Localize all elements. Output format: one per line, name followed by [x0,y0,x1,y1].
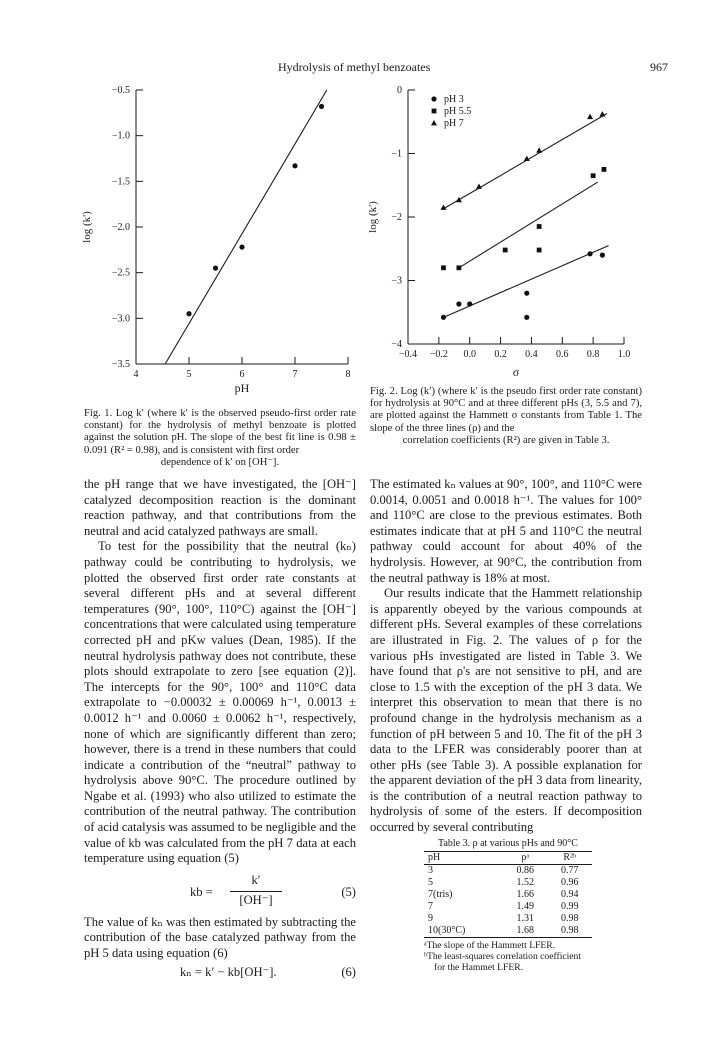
data-point-pH7 [524,156,530,161]
table-cell: 5 [428,877,433,888]
data-point-pH7 [599,111,605,116]
table-cell: 1.49 [516,901,535,912]
table-cell: 3 [428,865,433,876]
y-axis-label: log (k') [81,211,93,243]
equation-5-numerator: k′ [251,872,261,887]
y-tick-label: −1.0 [111,130,130,142]
table-cell: 1.52 [516,877,535,888]
fit-line-pH55 [459,182,598,268]
table-cell: 0.86 [516,865,535,876]
figure-1-caption-last-line: dependence of k′ on [OH⁻]. [160,456,280,468]
y-tick-label: −3.0 [111,313,130,325]
table-cell: 0.98 [561,913,579,924]
table-cell: 1.31 [516,913,535,924]
table-cell: 7(tris) [428,889,453,900]
table-3-footnote-b: ᵇThe least-squares correlation coefficient [424,951,582,962]
figure-2-caption [370,386,642,447]
data-point-pH3 [587,251,592,256]
data-point [213,266,218,271]
figure-1-caption-label: Fig. 1. [84,408,113,419]
table-cell: 0.77 [561,865,579,876]
figure-2-caption-text: Log (k′) (where k′ is the pseudo first order rate constant) for hydrolysis at 90°C and at three different pHs (3, 5.5 and 7), are plotted against the Hammett σ constants from Table 1. The slope of the three lines (ρ) and the [370,386,643,434]
equation-5-lhs: kb = [190,884,213,899]
y-tick-label: −3 [391,275,402,287]
x-tick-label: 5 [186,369,192,380]
table-3-caption: Table 3. ρ at various pHs and 90°C [438,838,578,849]
figure-1-caption-text: Log k′ (where k′ is the observed pseudo-first order rate constant) for the hydrolysis of methyl benzoate is plotted against the solution pH. The slope of the best fit line is 0.98 ± 0.091 (R² = 0.98), and is consistent with first order [84,408,356,456]
x-tick-label: 0.2 [494,349,507,360]
table-row [424,865,592,878]
table-cell: 9 [428,913,433,924]
data-point [186,311,191,316]
figure-2-caption-last-line: correlation coefficients (R²) are given in Table 3. [402,434,610,446]
figure-2-caption-label: Fig. 2. [370,386,398,397]
table-header-rho: ρᵃ [521,852,530,863]
data-point-pH3 [441,315,446,320]
data-point-pH55 [441,265,446,270]
x-tick-label: 0.6 [556,349,569,360]
data-point-pH55 [457,265,462,270]
equation-6-number: (6) [341,964,356,979]
figure-1-caption [84,408,356,469]
x-axis-label: pH [234,381,250,395]
table-3-grid [424,851,592,938]
equation-5-denominator: [OH⁻] [239,892,273,907]
data-point-pH55 [537,224,542,229]
data-point-pH3 [467,301,472,306]
x-tick-label: 6 [239,369,245,380]
x-tick-label: 0.4 [525,349,538,360]
y-tick-label: −2.5 [111,267,130,279]
table-row [424,877,592,889]
y-tick-label: 0 [397,85,402,96]
equation-5-number: (5) [341,884,356,899]
figure-2-chart [362,80,642,400]
legend-label: pH 5.5 [444,106,472,117]
running-header [0,60,720,76]
figure-1-chart [80,80,360,400]
x-tick-label: 1.0 [617,349,631,360]
data-point-pH3 [524,315,529,320]
data-point-pH3 [600,253,605,258]
data-point [319,104,324,109]
fit-line [165,90,327,364]
data-point-pH55 [537,248,542,253]
y-axis-label: log (k') [367,201,379,233]
data-point-pH7 [587,114,593,119]
table-row [424,925,592,938]
y-tick-label: −4 [391,339,402,350]
table-cell: 1.66 [516,889,535,900]
table-cell: 0.98 [561,925,579,936]
data-point-pH55 [602,167,607,172]
left-column [84,477,356,983]
x-axis-label: σ [512,365,520,379]
data-point-pH55 [503,248,508,253]
x-tick-label: 0.0 [463,349,476,360]
table-row [424,901,592,913]
table-cell: 10(30°C) [428,925,466,936]
x-tick-label: 4 [133,369,139,380]
y-tick-label: −1.5 [111,176,130,188]
left-paragraph-3: The value of kₙ was then estimated by subtracting the contribution of the base catalyzed pathway from the pH 5 data using equation (6) [84,914,356,961]
table-3-footnote-a: ᵃThe slope of the Hammett LFER. [424,940,556,951]
table-cell: 1.68 [516,925,535,936]
table-row [424,913,592,925]
x-tick-label: 0.8 [586,349,600,360]
table-header-ph: pH [428,852,441,863]
equation-6 [84,965,356,983]
x-tick-label: 8 [345,369,351,380]
data-point-pH3 [524,291,529,296]
table-cell: 0.99 [561,901,579,912]
equation-5 [84,871,356,915]
y-tick-label: −3.5 [111,359,130,370]
equation-6-body: kₙ = k′ − kb[OH⁻]. [180,964,277,979]
table-row [424,889,592,901]
right-column [370,477,642,836]
data-point [239,244,244,249]
y-tick-label: −2 [391,212,402,223]
legend-label: pH 3 [444,94,464,105]
data-point-pH7 [536,147,542,152]
x-tick-label: 7 [292,369,298,380]
table-3 [424,838,592,973]
table-3-footnote-b-cont: for the Hammet LFER. [434,962,523,973]
y-tick-label: −0.5 [111,85,130,96]
equation-5-fraction-bar [230,891,282,892]
fit-line-pH7 [443,113,607,208]
table-cell: 0.94 [561,889,579,900]
left-paragraph-1: the pH range that we have investigated, the [OH⁻] catalyzed decomposition reaction is the dominant reaction pathway, and that contributions from the neutral and acid catalyzed pathways are small. [84,477,356,538]
data-point-pH7 [456,197,462,202]
table-header-r2: R²ᵇ [563,852,577,863]
left-paragraph-2: To test for the possibility that the neutral (kₙ) pathway could be contributing to hydrolysis, we plotted the observed first order rate constants at several different pHs and at several different temperatures (90°, 100°, 110°C) against the [OH⁻] concentrations that were calculated using temperature corrected pH and pKw values (Dean, 1985). If the neutral hydrolysis pathway does not contribute, these plots should extrapolate to zero [see equation (2)]. The intercepts for the 90°, 100° and 110°C data extrapolate to −0.00032 ± 0.00069 h⁻¹, 0.0013 ± 0.0012 h⁻¹ and 0.0060 ± 0.0062 h⁻¹, respectively, none of which are significantly different than zero; however, there is a trend in these numbers that could indicate a contribution of the “neutral” pathway to hydrolysis above 90°C. The procedure outlined by Ngabe et al. (1993) who also utilized to estimate the contribution of the neutral pathway. The contribution of acid catalysis was assumed to be negligible and the value of kb was calculated from the pH 7 data at each temperature using equation (5) [84,539,356,866]
y-tick-label: −1 [391,148,402,160]
journal-running-title: Hydrolysis of methyl benzoates [278,60,431,74]
data-point [292,163,297,168]
legend-marker [431,96,436,101]
legend-marker [432,109,437,114]
legend-label: pH 7 [444,118,464,129]
page-number: 967 [650,60,668,74]
data-point-pH55 [591,173,596,178]
legend-marker [431,120,437,125]
right-paragraph-2: Our results indicate that the Hammett relationship is apparently obeyed by the various compounds at different pHs. Several examples of these correlations are illustrated in Fig. 2. The values of ρ for the various pHs investigated are listed in Table 3. We have found that ρ's are not sensitive to pH, and are close to 1.5 with the exception of the pH 3 data. We interpret this observation to mean that there is no profound change in the hydrolysis mechanism as a function of pH between 5 and 10. The fit of the pH 3 data to the LFER was considerably poorer than at other pHs (see Table 3). A possible explanation for the apparent deviation of the pH 3 data from linearity, is the contribution of a neutral reaction pathway to hydrolysis of some of the esters. If decomposition occurred by several contributing [370,586,642,835]
x-tick-label: −0.4 [398,349,418,360]
x-tick-label: −0.2 [429,349,448,360]
right-paragraph-1: The estimated kₙ values at 90°, 100°, and 110°C were 0.0014, 0.0051 and 0.0018 h⁻¹. The values for 100° and 110°C are close to the previous estimates. Both estimates indicate that at pH 5 and 110°C the neutral pathway could account for about 40% of the hydrolysis. However, at 90°C, the contribution from the neutral pathway is 18% at most. [370,477,642,585]
y-tick-label: −2.0 [111,222,130,233]
table-cell: 0.96 [561,877,579,888]
table-header-row [424,852,592,865]
fit-line-pH3 [443,246,608,318]
table-cell: 7 [428,901,433,912]
data-point-pH3 [456,301,461,306]
